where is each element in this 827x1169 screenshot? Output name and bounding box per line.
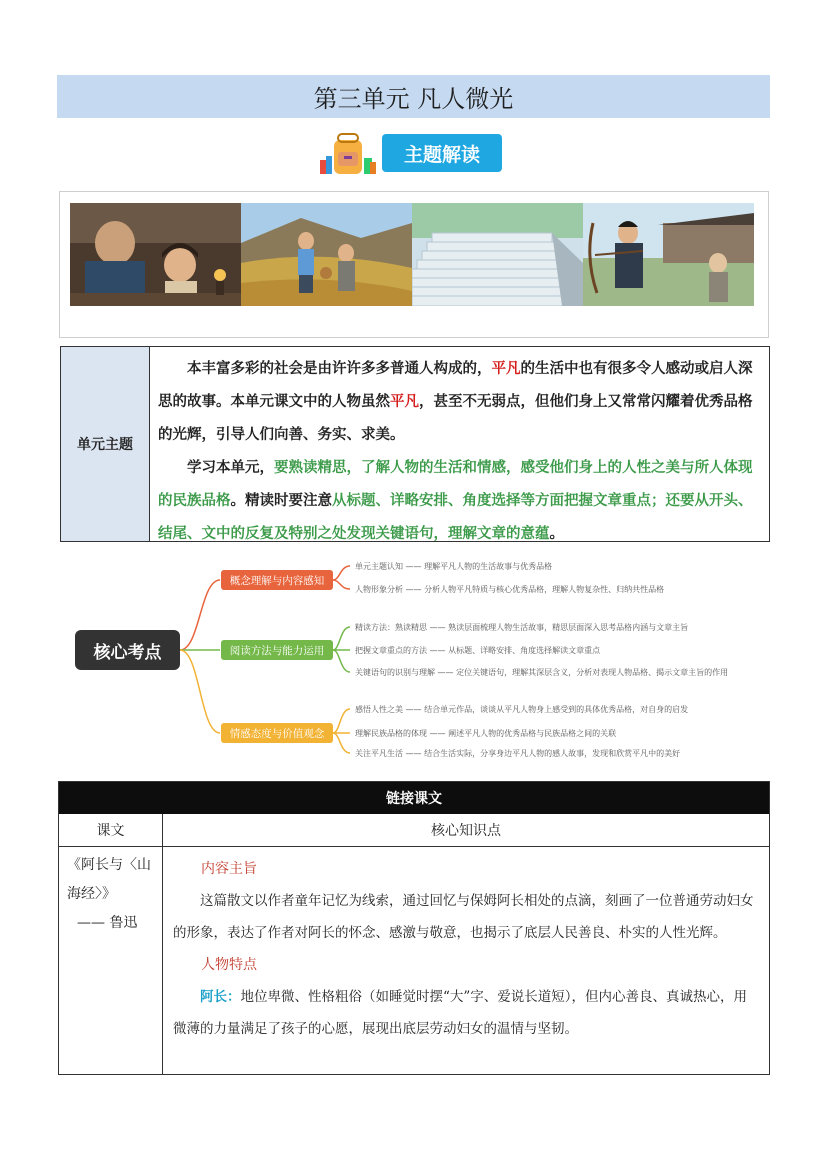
mindmap-leaf: 人物形象分析 —— 分析人物平凡特质与核心优秀品格，理解人物复杂性、归纳共性品格 xyxy=(355,585,665,594)
unit-theme-label: 单元主题 xyxy=(77,437,133,453)
mindmap-leaf: 理解民族品格的体现 —— 阐述平凡人物的优秀品格与民族品格之间的关联 xyxy=(355,729,617,738)
mindmap-center-label: 核心考点 xyxy=(93,642,162,663)
lesson-title-line-2: 海经〉》 xyxy=(67,886,116,902)
highlight-red: 平凡 xyxy=(491,361,521,377)
theme-button-label: 主题解读 xyxy=(403,143,480,166)
mindmap-leaf: 关注平凡生活 —— 结合生活实际，分享身边平凡人物的感人故事，发现和欣赏平凡中的美好 xyxy=(355,749,681,758)
branch-label: 概念理解与内容感知 xyxy=(229,574,325,587)
mindmap-center xyxy=(75,630,180,670)
highlight-green: 要熟读精思，了解人物的生活和情感，感受他们身上的人性之美与所人体现的民族品格 xyxy=(158,460,753,509)
character-heading: 人物特点 xyxy=(201,957,257,973)
mindmap-leaf: 精读方法：熟读精思 —— 熟读层面梳理人物生活故事，精思层面深入思考品格内涵与文章主旨 xyxy=(355,623,689,632)
branch-label: 阅读方法与能力运用 xyxy=(229,644,325,657)
mindmap-leaf: 关键语句的识别与理解 —— 定位关键语句，理解其深层含义，分析对表现人物品格、揭示文章主旨的作用 xyxy=(355,668,729,677)
text-segment: 。精读时要注意 xyxy=(230,493,332,509)
mindmap-leaf: 感悟人性之美 —— 结合单元作品，谈谈从平凡人物身上感受到的具体优秀品格，对自身的启发 xyxy=(355,705,689,714)
linked-lessons-header xyxy=(59,782,769,814)
content-text: 这篇散文以作者童年记忆为线索，通过回忆与保姆阿长相处的点滴，刻画了一位普通劳动妇女的形象，表达了作者对阿长的怀念、感激与敬意，也揭示了底层人民善良、朴实的人性光辉。 xyxy=(173,893,754,941)
page-title: 第三单元 凡人微光 xyxy=(313,85,514,113)
lesson-title-line-1: 《阿长与〈山 xyxy=(67,857,151,873)
table-title: 链接课文 xyxy=(386,791,442,807)
text-segment: 学习本单元， xyxy=(187,460,274,476)
text-segment: 。 xyxy=(549,526,564,542)
highlight-red: 平凡 xyxy=(390,394,419,410)
text-segment: 的生活中也有很多令人感动或启人深思的故事。本单元课文中的人物虽然 xyxy=(158,361,753,410)
lesson-author: —— 鲁迅 xyxy=(77,915,138,931)
knowledge-cell xyxy=(163,847,769,1074)
text-segment: ，甚至不无弱点，但他们身上又常常闪耀着优秀品格的光辉，引导人们向善、务实、求美。 xyxy=(158,394,753,443)
character-paragraph xyxy=(173,981,759,1045)
mindmap-branch-1 xyxy=(221,570,333,590)
linked-lessons-table xyxy=(58,781,770,1075)
text-segment: 本丰富多彩的社会是由许许多多普通人构成的， xyxy=(187,361,492,377)
mindmap-leaf: 单元主题认知 —— 理解平凡人物的生活故事与优秀品格 xyxy=(355,562,553,571)
lesson-cell xyxy=(59,847,163,1074)
character-text: 地位卑微、性格粗俗（如睡觉时摆“大”字、爱说长道短），但内心善良、真诚热心，用微薄的力量满足了孩子的心愿，展现出底层劳动妇女的温情与坚韧。 xyxy=(173,989,748,1037)
mindmap-branch-2 xyxy=(221,640,333,660)
branch-label: 情感态度与价值观念 xyxy=(229,727,325,740)
column-header-knowledge: 核心知识点 xyxy=(163,814,769,847)
column-header-lesson: 课文 xyxy=(59,814,163,847)
mindmap-branch-3 xyxy=(221,723,333,743)
character-label: 阿长： xyxy=(200,989,241,1005)
mindmap-leaf: 把握文章重点的方法 —— 从标题、详略安排、角度选择解读文章重点 xyxy=(355,646,601,655)
highlight-green: 从标题、详略安排、角度选择等方面把握文章重点；还要从开头、结尾、文中的反复及特别之处发现关键语句，理解文章的意蕴 xyxy=(158,493,753,542)
content-heading: 内容主旨 xyxy=(201,861,257,877)
